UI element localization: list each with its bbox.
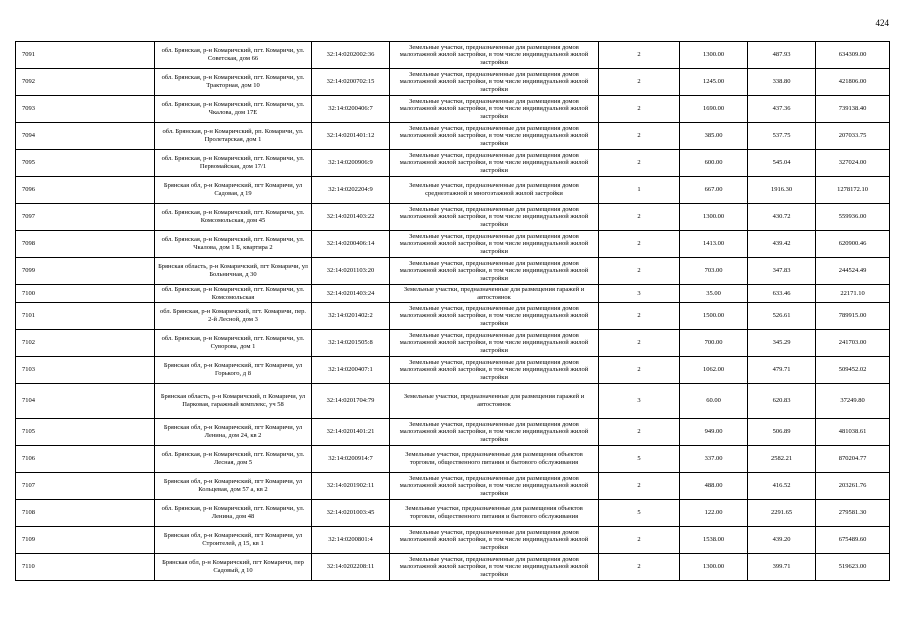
table-row [16,554,890,581]
row-number-cell: 7107 [16,473,155,500]
address-cell: обл. Брянская, р-н Комаричский, пгт. Комаричи, ул. Комсомольская, дом 45 [155,204,312,231]
table-row [16,303,890,330]
address-cell: обл. Брянская, р-н Комаричский, пгт. Комаричи, ул. Лесная, дом 5 [155,446,312,473]
row-number-cell: 7094 [16,123,155,150]
row-number-cell: 7097 [16,204,155,231]
area-cell: 1245.00 [680,69,748,96]
purpose-group-cell: 2 [599,96,680,123]
purpose-group-cell: 2 [599,419,680,446]
area-cell: 949.00 [680,419,748,446]
land-purpose-cell: Земельные участки, предназначенные для размещения домов малоэтажной жилой застройки, в том числе индивидуальной жилой застройки [390,473,599,500]
specific-value-cell: 338.80 [748,69,816,96]
cadastral-value-cell: 421806.00 [816,69,890,96]
specific-value-cell: 479.71 [748,357,816,384]
land-purpose-cell: Земельные участки, предназначенные для размещения объектов торговли, общественного питания и бытового обслуживания [390,500,599,527]
land-purpose-cell: Земельные участки, предназначенные для размещения домов малоэтажной жилой застройки, в том числе индивидуальной жилой застройки [390,258,599,285]
cadastral-value-cell: 22171.10 [816,285,890,303]
address-cell: Брянская обл, р-н Комаричский, пгт Комаричи, ул Садовая, д 19 [155,177,312,204]
cadastral-value-cell: 675489.60 [816,527,890,554]
table-row [16,285,890,303]
area-cell: 1300.00 [680,42,748,69]
area-cell: 1300.00 [680,554,748,581]
address-cell: обл. Брянская, р-н Комаричский, пгт. Комаричи, ул. Чкалова, дом 1 Б, квартира 2 [155,231,312,258]
row-number-cell: 7105 [16,419,155,446]
purpose-group-cell: 2 [599,473,680,500]
cadastral-value-cell: 620900.46 [816,231,890,258]
table-row [16,330,890,357]
row-number-cell: 7108 [16,500,155,527]
area-cell: 1413.00 [680,231,748,258]
specific-value-cell: 345.29 [748,330,816,357]
purpose-group-cell: 2 [599,204,680,231]
area-cell: 667.00 [680,177,748,204]
purpose-group-cell: 2 [599,258,680,285]
land-purpose-cell: Земельные участки, предназначенные для размещения объектов торговли, общественного питания и бытового обслуживания [390,446,599,473]
cadastral-number-cell: 32:14:0201505:8 [312,330,390,357]
address-cell: обл. Брянская, р-н Комаричский, рп. Комаричи, ул. Пролетарская, дом 1 [155,123,312,150]
row-number-cell: 7095 [16,150,155,177]
specific-value-cell: 347.83 [748,258,816,285]
specific-value-cell: 416.52 [748,473,816,500]
table-row [16,357,890,384]
specific-value-cell: 506.89 [748,419,816,446]
table-row [16,384,890,419]
cadastral-number-cell: 32:14:0202002:36 [312,42,390,69]
row-number-cell: 7104 [16,384,155,419]
land-purpose-cell: Земельные участки, предназначенные для размещения домов малоэтажной жилой застройки, в том числе индивидуальной жилой застройки [390,330,599,357]
land-purpose-cell: Земельные участки, предназначенные для размещения домов малоэтажной жилой застройки, в том числе индивидуальной жилой застройки [390,419,599,446]
purpose-group-cell: 1 [599,177,680,204]
address-cell: обл. Брянская, р-н Комаричский, пгт. Комаричи, ул. Комсомольская [155,285,312,303]
area-cell: 1300.00 [680,204,748,231]
purpose-group-cell: 2 [599,69,680,96]
specific-value-cell: 633.46 [748,285,816,303]
address-cell: обл. Брянская, р-н Комаричский, пгт. Комаричи, ул. Первомайская, дом 17/1 [155,150,312,177]
cadastral-number-cell: 32:14:0200801:4 [312,527,390,554]
area-cell: 337.00 [680,446,748,473]
purpose-group-cell: 3 [599,384,680,419]
area-cell: 703.00 [680,258,748,285]
specific-value-cell: 620.83 [748,384,816,419]
cadastral-value-cell: 509452.02 [816,357,890,384]
row-number-cell: 7102 [16,330,155,357]
cadastral-number-cell: 32:14:0201403:24 [312,285,390,303]
land-purpose-cell: Земельные участки, предназначенные для размещения гаражей и автостоянок [390,285,599,303]
land-purpose-cell: Земельные участки, предназначенные для размещения домов малоэтажной жилой застройки, в том числе индивидуальной жилой застройки [390,357,599,384]
cadastral-value-cell: 481038.61 [816,419,890,446]
cadastral-value-cell: 37249.80 [816,384,890,419]
land-purpose-cell: Земельные участки, предназначенные для размещения домов малоэтажной жилой застройки, в том числе индивидуальной жилой застройки [390,123,599,150]
area-cell: 60.00 [680,384,748,419]
cadastral-value-cell: 739138.40 [816,96,890,123]
cadastral-number-cell: 32:14:0200702:15 [312,69,390,96]
row-number-cell: 7101 [16,303,155,330]
area-cell: 1538.00 [680,527,748,554]
address-cell: Брянская область, р-н Комаричский, п Комаричи, ул Парковая, гаражный комплекс, уч 58 [155,384,312,419]
row-number-cell: 7098 [16,231,155,258]
cadastral-number-cell: 32:14:0200406:14 [312,231,390,258]
row-number-cell: 7099 [16,258,155,285]
specific-value-cell: 439.42 [748,231,816,258]
address-cell: обл. Брянская, р-н Комаричский, пгт. Комаричи, ул. Ленина, дом 48 [155,500,312,527]
specific-value-cell: 430.72 [748,204,816,231]
area-cell: 1062.00 [680,357,748,384]
cadastral-value-cell: 244524.49 [816,258,890,285]
land-purpose-cell: Земельные участки, предназначенные для размещения домов малоэтажной жилой застройки, в том числе индивидуальной жилой застройки [390,204,599,231]
cadastral-number-cell: 32:14:0202204:9 [312,177,390,204]
address-cell: обл. Брянская, р-н Комаричский, пгт. Комаричи, пер. 2-й Лесной, дом 3 [155,303,312,330]
row-number-cell: 7106 [16,446,155,473]
purpose-group-cell: 2 [599,150,680,177]
table-row [16,231,890,258]
purpose-group-cell: 2 [599,231,680,258]
cadastral-number-cell: 32:14:0202208:11 [312,554,390,581]
table-row [16,473,890,500]
specific-value-cell: 399.71 [748,554,816,581]
purpose-group-cell: 2 [599,42,680,69]
table-row [16,500,890,527]
row-number-cell: 7109 [16,527,155,554]
cadastral-value-cell: 519623.00 [816,554,890,581]
table-row [16,419,890,446]
purpose-group-cell: 5 [599,446,680,473]
row-number-cell: 7110 [16,554,155,581]
address-cell: обл. Брянская, р-н Комаричский, пгт. Комаричи, ул. Чкалова, дом 17Е [155,96,312,123]
purpose-group-cell: 2 [599,330,680,357]
address-cell: Брянская обл, р-н Комаричский, пгт Комаричи, пер Садовый, д 10 [155,554,312,581]
address-cell: Брянская обл, р-н Комаричский, пгт Комаричи, ул Горького, д 8 [155,357,312,384]
table-row [16,204,890,231]
area-cell: 385.00 [680,123,748,150]
table-row [16,96,890,123]
address-cell: обл. Брянская, р-н Комаричский, пгт. Комаричи, ул. Суворова, дом 1 [155,330,312,357]
table-body [16,42,890,581]
cadastral-number-cell: 32:14:0201403:22 [312,204,390,231]
cadastral-number-cell: 32:14:0201401:12 [312,123,390,150]
table-row [16,69,890,96]
cadastral-value-cell: 559936.00 [816,204,890,231]
table-row [16,446,890,473]
cadastral-number-cell: 32:14:0200914:7 [312,446,390,473]
specific-value-cell: 1916.30 [748,177,816,204]
specific-value-cell: 2291.65 [748,500,816,527]
cadastral-number-cell: 32:14:0200406:7 [312,96,390,123]
land-purpose-cell: Земельные участки, предназначенные для размещения домов малоэтажной жилой застройки, в том числе индивидуальной жилой застройки [390,42,599,69]
cadastral-value-cell: 1278172.10 [816,177,890,204]
cadastral-number-cell: 32:14:0201401:21 [312,419,390,446]
land-purpose-cell: Земельные участки, предназначенные для размещения домов малоэтажной жилой застройки, в том числе индивидуальной жилой застройки [390,231,599,258]
purpose-group-cell: 2 [599,357,680,384]
specific-value-cell: 526.61 [748,303,816,330]
land-purpose-cell: Земельные участки, предназначенные для размещения домов малоэтажной жилой застройки, в том числе индивидуальной жилой застройки [390,96,599,123]
specific-value-cell: 2582.21 [748,446,816,473]
cadastral-number-cell: 32:14:0201704:79 [312,384,390,419]
cadastral-number-cell: 32:14:0201103:20 [312,258,390,285]
address-cell: обл. Брянская, р-н Комаричский, пгт. Комаричи, ул. Тракторная, дом 10 [155,69,312,96]
area-cell: 488.00 [680,473,748,500]
area-cell: 35.00 [680,285,748,303]
cadastral-value-cell: 327024.00 [816,150,890,177]
table-row [16,527,890,554]
cadastral-number-cell: 32:14:0200906:9 [312,150,390,177]
area-cell: 1500.00 [680,303,748,330]
land-purpose-cell: Земельные участки, предназначенные для размещения гаражей и автостоянок [390,384,599,419]
row-number-cell: 7096 [16,177,155,204]
table-row [16,177,890,204]
purpose-group-cell: 2 [599,527,680,554]
purpose-group-cell: 5 [599,500,680,527]
cadastral-value-cell: 789915.00 [816,303,890,330]
row-number-cell: 7092 [16,69,155,96]
address-cell: обл. Брянская, р-н Комаричский, пгт. Комаричи, ул. Советская, дом 66 [155,42,312,69]
specific-value-cell: 545.04 [748,150,816,177]
specific-value-cell: 439.20 [748,527,816,554]
land-purpose-cell: Земельные участки, предназначенные для размещения домов малоэтажной жилой застройки, в том числе индивидуальной жилой застройки [390,303,599,330]
cadastral-value-cell: 207033.75 [816,123,890,150]
row-number-cell: 7091 [16,42,155,69]
specific-value-cell: 437.36 [748,96,816,123]
purpose-group-cell: 3 [599,285,680,303]
area-cell: 600.00 [680,150,748,177]
address-cell: Брянская обл, р-н Комаричский, пгт Комаричи, ул Кольцевая, дом 57 а, кв 2 [155,473,312,500]
purpose-group-cell: 2 [599,123,680,150]
purpose-group-cell: 2 [599,303,680,330]
cadastral-number-cell: 32:14:0200407:1 [312,357,390,384]
cadastral-registry-table [15,41,890,581]
area-cell: 122.00 [680,500,748,527]
table-row [16,42,890,69]
specific-value-cell: 537.75 [748,123,816,150]
cadastral-number-cell: 32:14:0201402:2 [312,303,390,330]
land-purpose-cell: Земельные участки, предназначенные для размещения домов малоэтажной жилой застройки, в том числе индивидуальной жилой застройки [390,150,599,177]
row-number-cell: 7100 [16,285,155,303]
specific-value-cell: 487.93 [748,42,816,69]
cadastral-value-cell: 634309.00 [816,42,890,69]
row-number-cell: 7103 [16,357,155,384]
row-number-cell: 7093 [16,96,155,123]
cadastral-value-cell: 241703.00 [816,330,890,357]
area-cell: 1690.00 [680,96,748,123]
table-row [16,150,890,177]
cadastral-value-cell: 870204.77 [816,446,890,473]
cadastral-number-cell: 32:14:0201902:11 [312,473,390,500]
land-purpose-cell: Земельные участки, предназначенные для размещения домов малоэтажной жилой застройки, в том числе индивидуальной жилой застройки [390,69,599,96]
purpose-group-cell: 2 [599,554,680,581]
address-cell: Брянская область, р-н Комаричский, пгт Комаричи, ул Больничная, д 30 [155,258,312,285]
page-number: 424 [875,18,889,28]
land-purpose-cell: Земельные участки, предназначенные для размещения домов среднеэтажной и многоэтажной жилой застройки [390,177,599,204]
land-purpose-cell: Земельные участки, предназначенные для размещения домов малоэтажной жилой застройки, в том числе индивидуальной жилой застройки [390,527,599,554]
address-cell: Брянская обл, р-н Комаричский, пгт Комаричи, ул Ленина, дом 24, кв 2 [155,419,312,446]
table-row [16,123,890,150]
area-cell: 700.00 [680,330,748,357]
cadastral-value-cell: 203261.76 [816,473,890,500]
land-purpose-cell: Земельные участки, предназначенные для размещения домов малоэтажной жилой застройки, в том числе индивидуальной жилой застройки [390,554,599,581]
cadastral-value-cell: 279581.30 [816,500,890,527]
address-cell: Брянская обл, р-н Комаричский, пгт Комаричи, ул Строителей, д 15, кв 1 [155,527,312,554]
cadastral-number-cell: 32:14:0201003:45 [312,500,390,527]
table-row [16,258,890,285]
